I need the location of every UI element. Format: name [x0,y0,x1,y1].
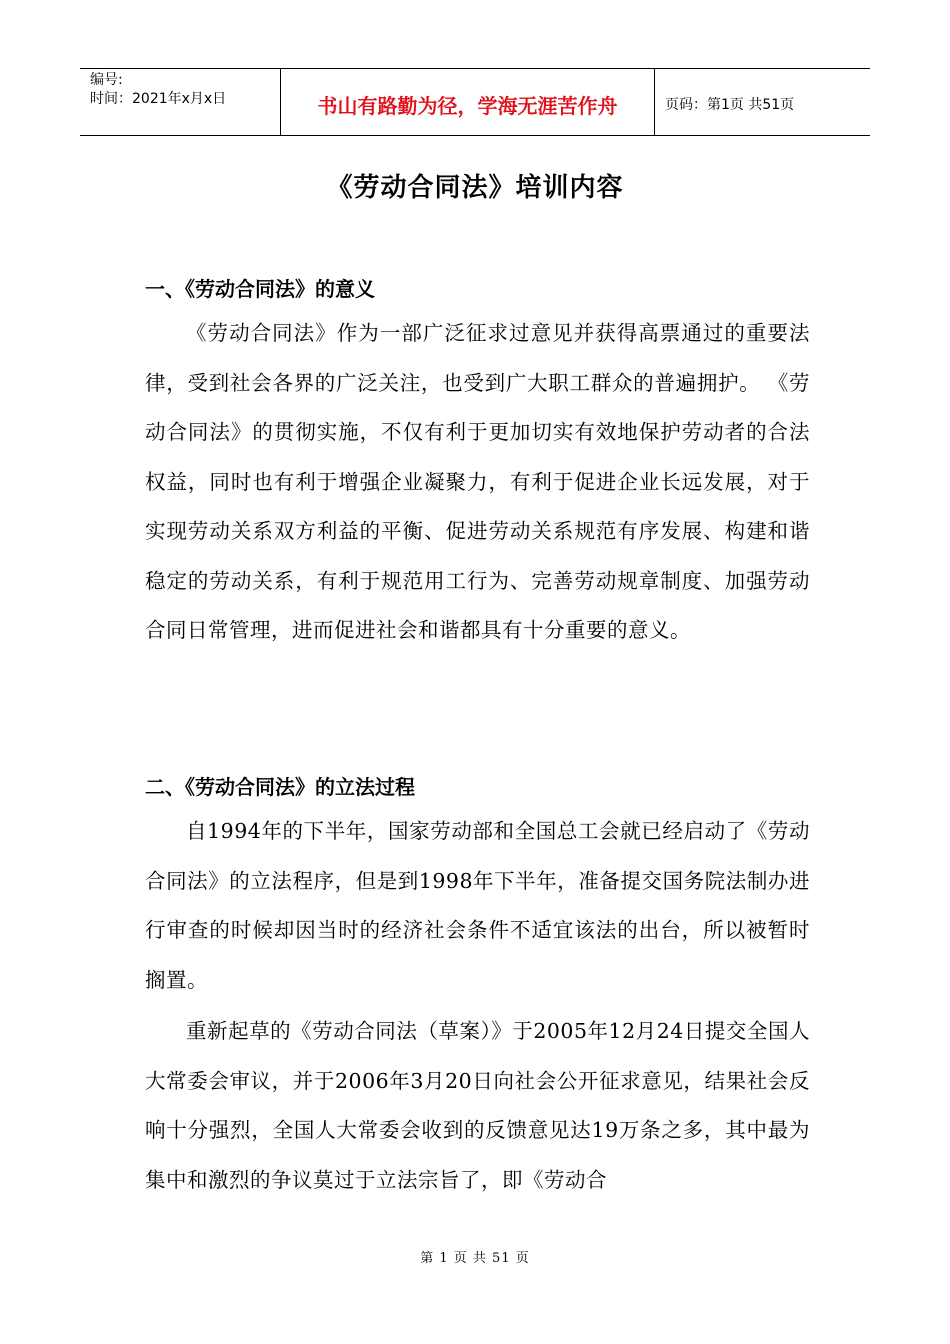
section-heading-1: 一、《劳动合同法》的意义 [145,277,375,301]
header-table [80,68,870,136]
document-number-label: 编号: [90,72,123,88]
header-meta [80,69,281,135]
section-heading-2: 二、《劳动合同法》的立法过程 [145,775,415,799]
section-2-paragraph-2: 重新起草的《劳动合同法（草案）》于2005年12月24日提交全国人大常委会审议，并于2006年3月20日向社会公开征求意见，结果社会反响十分强烈，全国人大常委会收到的反馈意见达19万条之多，其中最为集中和激烈的争议莫过于立法宗旨了，即《劳动合 [145,1019,810,1192]
section-1-paragraph-1: 《劳动合同法》作为一部广泛征求过意见并获得高票通过的重要法律，受到社会各界的广泛关注，也受到广大职工群众的普遍拥护。 《劳动合同法》的贯彻实施，不仅有利于更加切实有效地保护劳动者的合法权益，同时也有利于增强企业凝聚力，有利于促进企业长远发展，对于实现劳动关系双方利益的平衡、促进劳动关系规范有序发展、构建和谐稳定的劳动关系，有利于规范用工行为、完善劳动规章制度、加强劳动合同日常管理，进而促进社会和谐都具有十分重要的意义。 [145,321,810,642]
document-date: 时间：2021年x月x日 [90,91,227,107]
document-title: 《劳动合同法》培训内容 [326,173,624,203]
header-motto: 书山有路勤为径，学海无涯苦作舟 [281,69,655,135]
page-footer: 第 1 页 共 51 页 [420,1251,530,1266]
header-page-info: 页码：第1页 共51页 [665,97,795,113]
section-2-paragraph-1: 自1994年的下半年，国家劳动部和全国总工会就已经启动了《劳动合同法》的立法程序，但是到1998年下半年，准备提交国务院法制办进行审查的时候却因当时的经济社会条件不适宜该法的出台，所以被暂时搁置。 [145,819,810,992]
